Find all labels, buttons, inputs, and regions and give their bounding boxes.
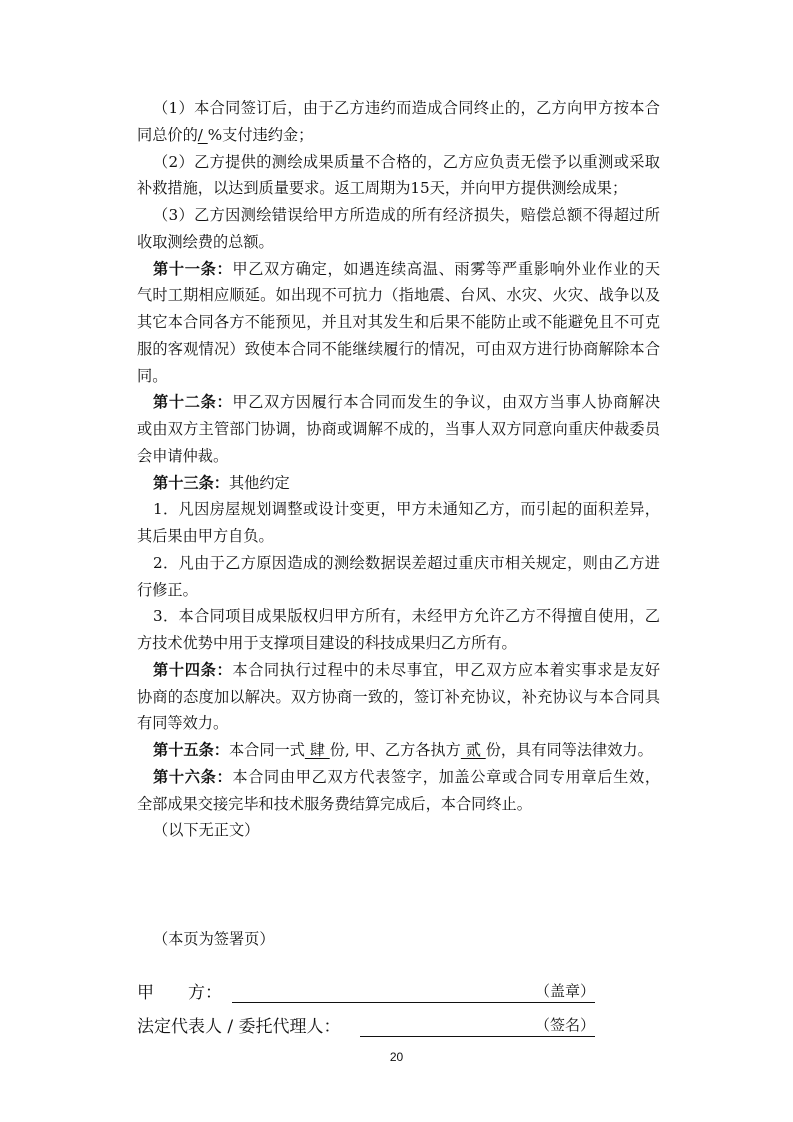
text-segment: 1．凡因房屋规划调整或设计变更，甲方未通知乙方，而引起的面积差异， [153,500,660,519]
text-segment: 服的客观情况）致使本合同不能继续履行的情况，可由双方进行协商解除本合 [137,339,660,358]
text-line [137,149,660,176]
text-segment: 或由双方主管部门协调，协商或调解不成的，当事人双方同意向重庆仲裁委员 [137,420,660,438]
text-segment: 行修正。 [137,580,198,599]
text-line [137,470,660,497]
party-a-label: 甲 方： [137,983,222,1003]
text-line [137,95,660,122]
text-segment: （1）本合同签订后，由于乙方违约而造成合同终止的，乙方向甲方按本合 [153,99,660,117]
text-segment: 全部成果交接完毕和技术服务费结算完成后，本合同终止。 [137,794,532,813]
text-line [137,443,660,470]
text-line [137,817,660,844]
representative-sign-field[interactable] [360,1014,595,1037]
article-heading: 第十一条： [153,259,233,278]
text-line [137,684,660,711]
text-segment: （2）乙方提供的测绘成果质量不合格的，乙方应负责无偿予以重测或采取 [153,152,660,171]
text-segment: 同总价的 [137,125,198,144]
text-segment: 甲乙双方因履行本合同而发生的争议，由双方当事人协商解决 [232,393,660,412]
text-line [137,229,660,256]
text-line [137,175,660,202]
text-line [137,737,660,764]
page-number: 20 [389,1050,404,1064]
filled-blank: 贰 [460,741,486,759]
contract-body [137,95,660,844]
text-segment: 气时工期相应顺延。如出现不可抗力（指地震、台风、水灾、火灾、战争以及 [137,286,660,305]
text-line [137,202,660,229]
text-segment: 其后果由甲方自负。 [137,527,274,545]
text-line [137,122,660,149]
text-segment: 本合同一式 [228,741,305,759]
filled-blank: 肆 [304,741,330,759]
party-a-seal-field[interactable] [232,980,595,1003]
text-segment: 本合同由甲乙双方代表签字，加盖公章或合同专用章后生效， [232,767,660,786]
text-segment: 其他约定 [228,473,290,492]
text-segment: 2．凡由于乙方原因造成的测绘数据误差超过重庆市相关规定，则由乙方进 [153,553,660,572]
text-line [137,336,660,363]
text-segment: （3）乙方因测绘错误给甲方所造成的所有经济损失，赔偿总额不得超过所 [153,206,660,224]
article-heading: 第十六条： [153,767,233,786]
text-segment: 同。 [137,366,168,385]
text-line [137,256,660,283]
text-line [137,710,660,737]
text-segment: （以下无正文） [153,821,260,840]
representative-signature-row [137,1012,595,1037]
filled-blank: / [197,125,208,144]
text-segment: %支付违约金； [207,125,314,144]
text-line [137,657,660,684]
text-line [137,496,660,523]
text-segment: 3．本合同项目成果版权归甲方所有，未经甲方允许乙方不得擅自使用，乙 [153,607,660,626]
representative-label: 法定代表人 / 委托代理人： [137,1017,341,1037]
text-line [137,577,660,604]
article-heading: 第十五条： [153,741,229,759]
article-heading: 第十三条： [153,473,229,492]
text-segment: 其它本合同各方不能预见，并且对其发生和后果不能防止或不能避免且不可克 [137,313,660,331]
text-segment: 会申请仲裁。 [137,446,229,465]
text-line [137,764,660,791]
text-segment: 收取测绘费的总额。 [137,232,274,251]
text-segment: 有同等效力。 [137,714,229,733]
text-segment: 协商的态度加以解决。双方协商一致的，签订补充协议，补充协议与本合同具 [137,687,660,706]
text-line [137,603,660,630]
text-line [137,282,660,309]
text-line [137,389,660,416]
seal-label: （盖章） [534,982,595,1000]
text-line [137,416,660,443]
party-a-signature-row [137,978,595,1003]
text-segment: 甲乙双方确定，如遇连续高温、雨雾等严重影响外业作业的天 [232,259,660,278]
text-segment: 份, 甲、乙方各执方 [329,741,461,759]
article-heading: 第十四条： [153,660,233,679]
text-line [137,363,660,390]
text-line [137,791,660,818]
text-line [137,550,660,577]
text-line [137,630,660,657]
article-heading: 第十二条： [153,393,233,412]
text-segment: 方技术优势中用于支撑项目建设的科技成果归乙方所有。 [137,634,517,652]
text-line [137,523,660,550]
text-segment: 补救措施，以达到质量要求。返工周期为15天，并向甲方提供测绘成果； [137,179,628,198]
text-segment: 份，具有同等法律效力。 [485,741,653,759]
text-segment: 本合同执行过程中的未尽事宜，甲乙双方应本着实事求是友好 [232,660,660,679]
text-line [137,309,660,336]
sign-label: （签名） [534,1016,595,1034]
signature-page-note: （本页为签署页） [153,930,275,948]
